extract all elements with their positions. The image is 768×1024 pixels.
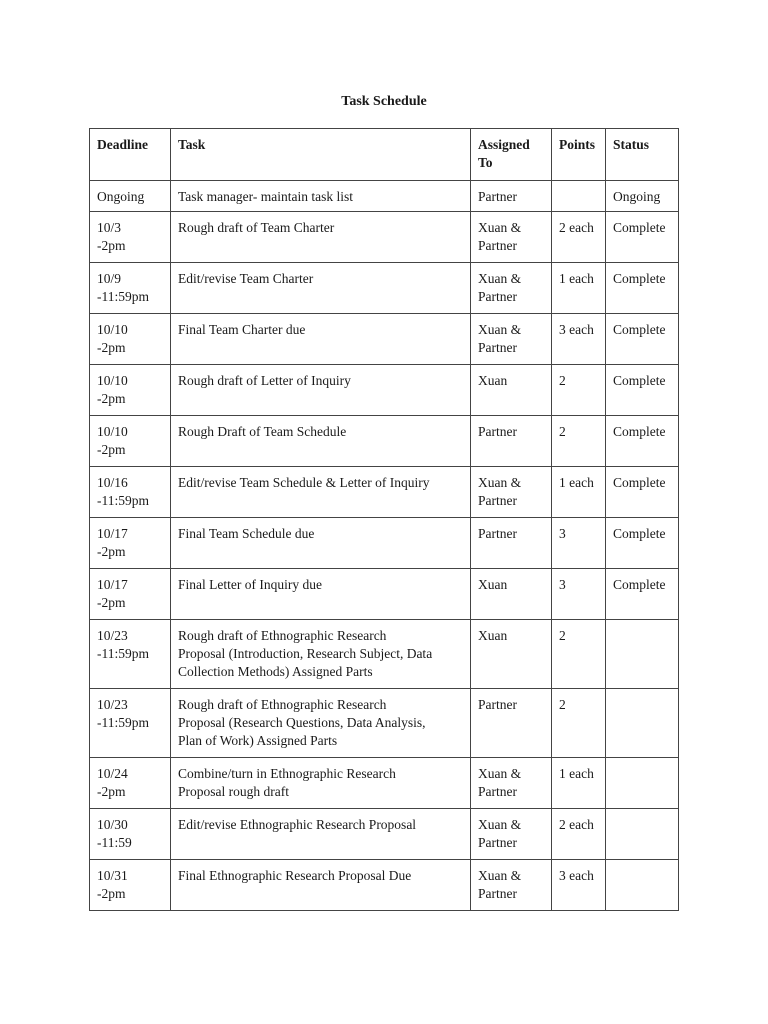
cell-deadline: 10/10 -2pm <box>90 314 171 365</box>
header-deadline: Deadline <box>90 129 171 181</box>
cell-assigned-to: Partner <box>471 689 552 758</box>
cell-points: 2 <box>552 365 606 416</box>
cell-deadline: 10/24 -2pm <box>90 758 171 809</box>
cell-points: 2 <box>552 689 606 758</box>
cell-task: Final Team Schedule due <box>171 518 471 569</box>
cell-deadline: 10/10 -2pm <box>90 416 171 467</box>
cell-assigned-to: Xuan <box>471 620 552 689</box>
table-row <box>90 263 679 314</box>
cell-deadline: 10/9 -11:59pm <box>90 263 171 314</box>
cell-deadline: 10/3 -2pm <box>90 212 171 263</box>
cell-points: 3 each <box>552 860 606 911</box>
cell-assigned-to: Partner <box>471 518 552 569</box>
cell-deadline: 10/23 -11:59pm <box>90 620 171 689</box>
cell-assigned-to: Xuan & Partner <box>471 758 552 809</box>
table-row <box>90 416 679 467</box>
cell-assigned-to: Xuan & Partner <box>471 212 552 263</box>
cell-deadline: 10/23 -11:59pm <box>90 689 171 758</box>
cell-task: Rough draft of Letter of Inquiry <box>171 365 471 416</box>
cell-status <box>606 860 679 911</box>
cell-task: Rough Draft of Team Schedule <box>171 416 471 467</box>
cell-points <box>552 181 606 212</box>
cell-assigned-to: Partner <box>471 181 552 212</box>
cell-status: Complete <box>606 365 679 416</box>
table-row <box>90 181 679 212</box>
header-status: Status <box>606 129 679 181</box>
header-points: Points <box>552 129 606 181</box>
cell-task: Rough draft of Ethnographic Research Proposal (Introduction, Research Subject, Data Collection Methods) Assigned Parts <box>171 620 471 689</box>
cell-status <box>606 620 679 689</box>
cell-points: 2 each <box>552 212 606 263</box>
cell-assigned-to: Xuan & Partner <box>471 809 552 860</box>
table-header-row <box>90 129 679 181</box>
cell-deadline: 10/31 -2pm <box>90 860 171 911</box>
cell-status: Complete <box>606 212 679 263</box>
cell-points: 3 <box>552 518 606 569</box>
table-row <box>90 860 679 911</box>
cell-assigned-to: Xuan & Partner <box>471 263 552 314</box>
cell-status: Ongoing <box>606 181 679 212</box>
cell-status: Complete <box>606 467 679 518</box>
cell-status: Complete <box>606 569 679 620</box>
table-row <box>90 467 679 518</box>
cell-points: 2 <box>552 620 606 689</box>
cell-assigned-to: Xuan & Partner <box>471 314 552 365</box>
table-row <box>90 809 679 860</box>
table-row <box>90 569 679 620</box>
cell-task: Combine/turn in Ethnographic Research Proposal rough draft <box>171 758 471 809</box>
cell-deadline: 10/17 -2pm <box>90 569 171 620</box>
cell-status: Complete <box>606 518 679 569</box>
cell-deadline: 10/30 -11:59 <box>90 809 171 860</box>
header-assigned-to: Assigned To <box>471 129 552 181</box>
cell-points: 3 <box>552 569 606 620</box>
table-row <box>90 314 679 365</box>
cell-assigned-to: Xuan & Partner <box>471 860 552 911</box>
cell-status <box>606 809 679 860</box>
header-task: Task <box>171 129 471 181</box>
cell-deadline: 10/10 -2pm <box>90 365 171 416</box>
cell-task: Final Letter of Inquiry due <box>171 569 471 620</box>
table-row <box>90 212 679 263</box>
cell-points: 2 <box>552 416 606 467</box>
cell-task: Final Team Charter due <box>171 314 471 365</box>
cell-deadline: Ongoing <box>90 181 171 212</box>
cell-points: 2 each <box>552 809 606 860</box>
cell-status <box>606 689 679 758</box>
cell-task: Final Ethnographic Research Proposal Due <box>171 860 471 911</box>
cell-task: Task manager- maintain task list <box>171 181 471 212</box>
cell-task: Rough draft of Team Charter <box>171 212 471 263</box>
cell-assigned-to: Xuan <box>471 569 552 620</box>
cell-task: Rough draft of Ethnographic Research Proposal (Research Questions, Data Analysis, Plan of Work) Assigned Parts <box>171 689 471 758</box>
cell-assigned-to: Xuan & Partner <box>471 467 552 518</box>
cell-assigned-to: Xuan <box>471 365 552 416</box>
table-row <box>90 365 679 416</box>
cell-status <box>606 758 679 809</box>
task-schedule-table <box>89 128 679 911</box>
cell-deadline: 10/16 -11:59pm <box>90 467 171 518</box>
page-title: Task Schedule <box>341 94 427 109</box>
cell-status: Complete <box>606 263 679 314</box>
cell-assigned-to: Partner <box>471 416 552 467</box>
cell-points: 1 each <box>552 758 606 809</box>
cell-status: Complete <box>606 314 679 365</box>
cell-task: Edit/revise Team Charter <box>171 263 471 314</box>
cell-points: 1 each <box>552 467 606 518</box>
cell-status: Complete <box>606 416 679 467</box>
cell-task: Edit/revise Team Schedule & Letter of Inquiry <box>171 467 471 518</box>
table-row <box>90 518 679 569</box>
table-row <box>90 758 679 809</box>
cell-deadline: 10/17 -2pm <box>90 518 171 569</box>
cell-task: Edit/revise Ethnographic Research Proposal <box>171 809 471 860</box>
table-row <box>90 620 679 689</box>
cell-points: 1 each <box>552 263 606 314</box>
table-row <box>90 689 679 758</box>
cell-points: 3 each <box>552 314 606 365</box>
